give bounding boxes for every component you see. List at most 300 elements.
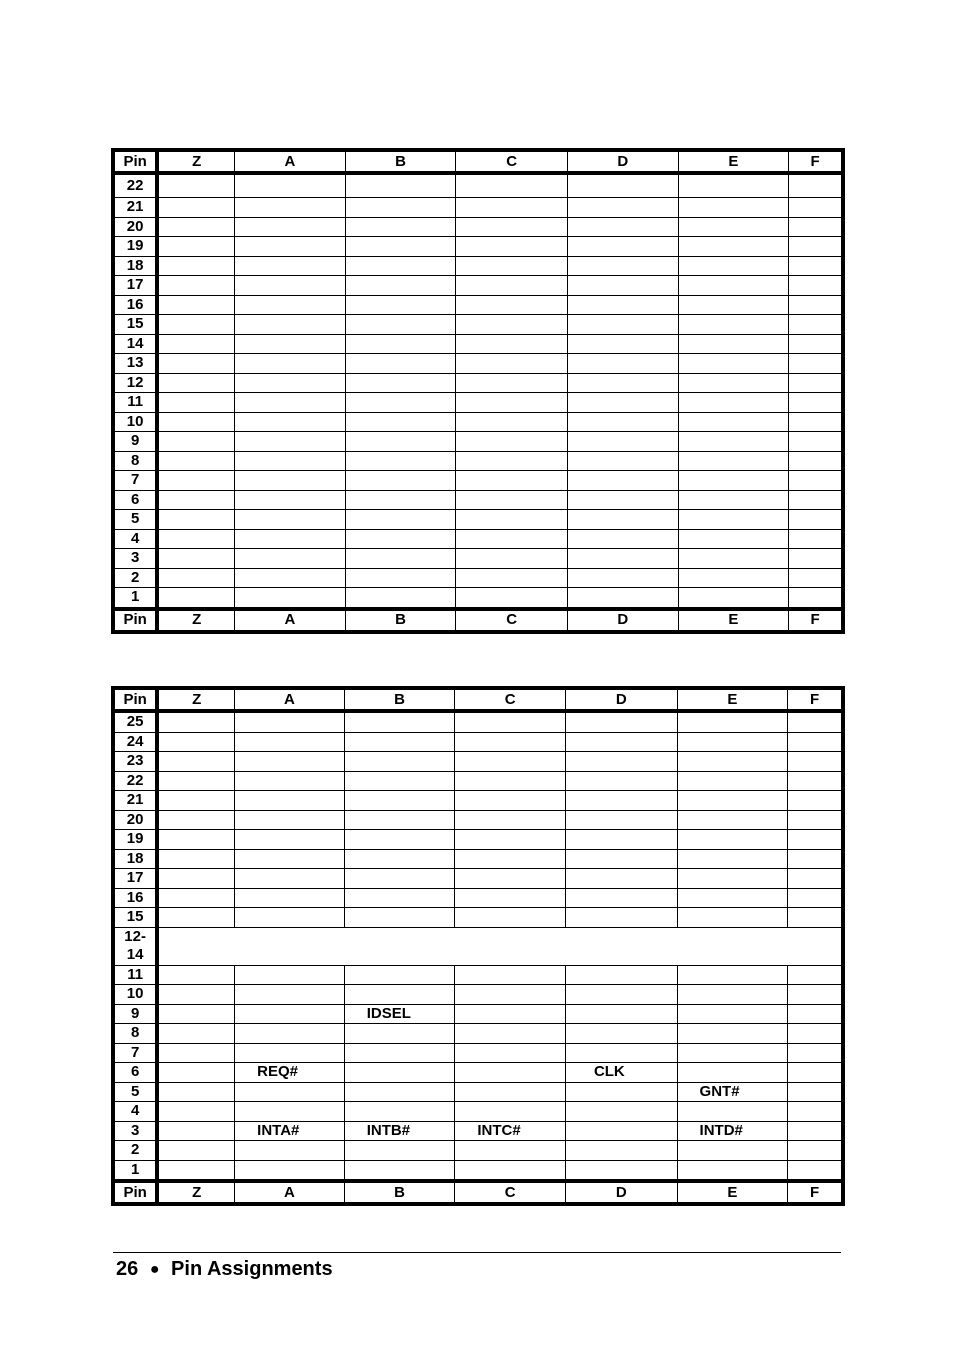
header-row <box>113 688 843 711</box>
signal-cell <box>567 198 678 218</box>
signal-cell <box>157 888 234 908</box>
signal-cell <box>788 771 843 791</box>
signal-cell <box>789 173 843 198</box>
signal-cell <box>789 529 843 549</box>
table-row <box>113 198 843 218</box>
signal-cell <box>235 1043 345 1063</box>
signal-cell <box>157 1063 234 1083</box>
signal-cell <box>455 985 566 1005</box>
signal-cell <box>345 490 456 510</box>
signal-cell <box>235 510 346 530</box>
pin-number: 13 <box>113 354 157 374</box>
signal-cell: INTD# <box>677 1121 788 1141</box>
signal-cell <box>235 1082 345 1102</box>
signal-cell <box>565 985 677 1005</box>
signal-cell <box>235 237 346 257</box>
signal-cell <box>455 1160 566 1181</box>
signal-cell <box>235 908 345 928</box>
table-row <box>113 908 843 928</box>
signal-cell <box>157 217 234 237</box>
signal-cell <box>567 529 678 549</box>
signal-cell <box>788 791 843 811</box>
signal-cell <box>789 295 843 315</box>
header-b: B <box>344 688 455 711</box>
pin-number: 10 <box>113 412 157 432</box>
signal-cell <box>344 1160 455 1181</box>
signal-cell <box>157 849 234 869</box>
signal-cell <box>678 432 789 452</box>
signal-cell <box>235 373 346 393</box>
signal-cell <box>235 588 346 609</box>
signal-cell <box>567 412 678 432</box>
table-row <box>113 173 843 198</box>
signal-cell <box>157 529 234 549</box>
signal-cell <box>456 373 568 393</box>
signal-cell <box>345 315 456 335</box>
signal-cell <box>235 471 346 491</box>
signal-cell <box>157 985 234 1005</box>
signal-cell <box>455 869 566 889</box>
table-row <box>113 334 843 354</box>
signal-cell <box>157 588 234 609</box>
signal-cell <box>678 173 789 198</box>
signal-cell <box>567 510 678 530</box>
signal-cell <box>456 412 568 432</box>
signal-cell <box>456 529 568 549</box>
signal-cell <box>456 237 568 257</box>
table-row <box>113 354 843 374</box>
footer-header-row <box>113 609 843 632</box>
table-row <box>113 1082 843 1102</box>
table-row <box>113 791 843 811</box>
signal-cell <box>677 732 788 752</box>
signal-cell <box>678 198 789 218</box>
signal-cell <box>455 849 566 869</box>
signal-cell <box>157 1082 234 1102</box>
signal-cell <box>788 965 843 985</box>
signal-cell <box>235 490 346 510</box>
signal-cell <box>678 588 789 609</box>
signal-cell <box>677 830 788 850</box>
signal-cell <box>345 568 456 588</box>
pin-number: 22 <box>113 173 157 198</box>
signal-cell <box>157 791 234 811</box>
signal-cell <box>345 432 456 452</box>
signal-cell <box>789 217 843 237</box>
pin-number: 5 <box>113 1082 157 1102</box>
header-f: F <box>789 150 843 173</box>
signal-cell <box>157 1141 234 1161</box>
header-d: D <box>565 688 677 711</box>
signal-cell <box>788 1102 843 1122</box>
signal-cell <box>789 315 843 335</box>
signal-cell <box>455 1004 566 1024</box>
signal-cell <box>565 1082 677 1102</box>
signal-cell <box>678 549 789 569</box>
pin-number: 10 <box>113 985 157 1005</box>
signal-cell <box>456 451 568 471</box>
signal-cell <box>678 295 789 315</box>
pin-number: 7 <box>113 1043 157 1063</box>
table-row <box>113 373 843 393</box>
footer-header-a: A <box>235 609 346 632</box>
signal-cell <box>788 732 843 752</box>
signal-cell <box>157 334 234 354</box>
signal-cell <box>344 830 455 850</box>
signal-cell <box>788 888 843 908</box>
signal-cell <box>157 237 234 257</box>
signal-cell <box>677 791 788 811</box>
signal-cell <box>567 568 678 588</box>
signal-cell <box>235 198 346 218</box>
pin-assignment-table-1 <box>111 148 845 634</box>
pin-number: 19 <box>113 237 157 257</box>
signal-cell <box>567 490 678 510</box>
table-row <box>113 237 843 257</box>
signal-cell <box>456 295 568 315</box>
signal-cell <box>789 549 843 569</box>
signal-cell <box>789 490 843 510</box>
signal-cell <box>788 830 843 850</box>
signal-cell <box>344 771 455 791</box>
signal-cell <box>565 908 677 928</box>
footer-header-d: D <box>567 609 678 632</box>
signal-cell <box>789 412 843 432</box>
signal-cell <box>235 869 345 889</box>
signal-cell <box>565 1121 677 1141</box>
signal-cell <box>788 752 843 772</box>
signal-cell <box>567 295 678 315</box>
signal-cell <box>565 965 677 985</box>
signal-cell <box>456 432 568 452</box>
signal-cell <box>565 791 677 811</box>
header-row <box>113 150 843 173</box>
signal-cell <box>235 1102 345 1122</box>
signal-cell <box>456 588 568 609</box>
signal-cell <box>677 888 788 908</box>
table-row <box>113 393 843 413</box>
signal-cell <box>235 276 346 296</box>
signal-cell <box>235 334 346 354</box>
signal-cell <box>235 217 346 237</box>
signal-cell <box>157 771 234 791</box>
pin-number: 11 <box>113 393 157 413</box>
pin-number: 3 <box>113 549 157 569</box>
table-row <box>113 568 843 588</box>
signal-cell <box>344 1063 455 1083</box>
pin-number: 4 <box>113 529 157 549</box>
table-row <box>113 711 843 732</box>
signal-cell <box>567 237 678 257</box>
signal-cell <box>344 752 455 772</box>
signal-cell <box>157 256 234 276</box>
header-pin: Pin <box>113 150 157 173</box>
signal-cell <box>677 1024 788 1044</box>
signal-cell <box>157 471 234 491</box>
signal-cell <box>677 752 788 772</box>
signal-cell <box>456 393 568 413</box>
signal-cell <box>157 490 234 510</box>
footer-header-a: A <box>235 1181 345 1204</box>
signal-cell <box>789 198 843 218</box>
signal-cell: CLK <box>565 1063 677 1083</box>
header-c: C <box>455 688 566 711</box>
signal-cell <box>456 256 568 276</box>
table-row <box>113 276 843 296</box>
pin-number: 5 <box>113 510 157 530</box>
signal-cell <box>345 588 456 609</box>
signal-cell <box>235 771 345 791</box>
table-row <box>113 217 843 237</box>
signal-cell <box>344 869 455 889</box>
signal-cell <box>565 771 677 791</box>
footer-header-b: B <box>344 1181 455 1204</box>
signal-cell <box>345 173 456 198</box>
signal-cell <box>678 471 789 491</box>
signal-cell <box>344 711 455 732</box>
pin-number: 21 <box>113 791 157 811</box>
table-row <box>113 869 843 889</box>
table-row-reserved <box>113 927 843 965</box>
signal-cell <box>235 393 346 413</box>
signal-cell <box>565 849 677 869</box>
signal-cell <box>567 334 678 354</box>
signal-cell <box>788 810 843 830</box>
header-c: C <box>456 150 568 173</box>
signal-cell <box>677 1102 788 1122</box>
signal-cell <box>565 830 677 850</box>
signal-cell <box>788 1043 843 1063</box>
header-e: E <box>678 150 789 173</box>
signal-cell <box>567 588 678 609</box>
pin-number: 18 <box>113 849 157 869</box>
table-row <box>113 810 843 830</box>
signal-cell <box>344 1102 455 1122</box>
signal-cell <box>678 451 789 471</box>
pin-number: 1 <box>113 588 157 609</box>
signal-cell <box>789 276 843 296</box>
signal-cell <box>456 549 568 569</box>
pin-number: 3 <box>113 1121 157 1141</box>
signal-cell <box>235 810 345 830</box>
table-row <box>113 529 843 549</box>
pin-number: 20 <box>113 217 157 237</box>
signal-cell <box>157 510 234 530</box>
signal-cell <box>157 173 234 198</box>
signal-cell <box>677 771 788 791</box>
table-row <box>113 830 843 850</box>
header-pin: Pin <box>113 688 157 711</box>
signal-cell <box>235 732 345 752</box>
signal-cell <box>678 237 789 257</box>
signal-cell <box>235 830 345 850</box>
footer-header-z: Z <box>157 609 234 632</box>
header-a: A <box>235 150 346 173</box>
signal-cell <box>345 295 456 315</box>
signal-cell <box>235 529 346 549</box>
pin-number: 21 <box>113 198 157 218</box>
signal-cell <box>455 1141 566 1161</box>
signal-cell <box>788 1004 843 1024</box>
signal-cell <box>789 393 843 413</box>
section-title: Pin Assignments <box>171 1258 333 1280</box>
table-row <box>113 849 843 869</box>
signal-cell <box>456 315 568 335</box>
signal-cell <box>677 1141 788 1161</box>
signal-cell <box>235 711 345 732</box>
header-z: Z <box>157 150 234 173</box>
signal-cell <box>677 1004 788 1024</box>
signal-cell: IDSEL <box>344 1004 455 1024</box>
signal-cell <box>157 1102 234 1122</box>
signal-cell <box>235 451 346 471</box>
signal-cell <box>345 256 456 276</box>
signal-cell <box>455 810 566 830</box>
signal-cell <box>157 908 234 928</box>
pin-number: 11 <box>113 965 157 985</box>
signal-cell <box>788 1063 843 1083</box>
signal-cell <box>157 711 234 732</box>
signal-cell <box>345 354 456 374</box>
signal-cell <box>677 1043 788 1063</box>
footer-header-row <box>113 1181 843 1204</box>
signal-cell <box>565 711 677 732</box>
signal-cell <box>678 217 789 237</box>
page-number: 26 <box>116 1258 139 1280</box>
signal-cell <box>344 1141 455 1161</box>
signal-cell <box>456 334 568 354</box>
signal-cell <box>567 451 678 471</box>
signal-cell <box>235 1004 345 1024</box>
signal-cell: GNT# <box>677 1082 788 1102</box>
signal-cell <box>789 451 843 471</box>
signal-cell <box>157 1160 234 1181</box>
signal-cell: INTB# <box>344 1121 455 1141</box>
pin-assignment-table-2 <box>111 686 845 1206</box>
signal-cell <box>565 752 677 772</box>
signal-cell <box>678 568 789 588</box>
signal-cell <box>455 791 566 811</box>
pin-number: 8 <box>113 451 157 471</box>
signal-cell: INTC# <box>455 1121 566 1141</box>
signal-cell <box>344 888 455 908</box>
footer-header-c: C <box>455 1181 566 1204</box>
signal-cell <box>455 752 566 772</box>
table-row <box>113 732 843 752</box>
pin-number: 18 <box>113 256 157 276</box>
signal-cell <box>455 1082 566 1102</box>
pin-number: 7 <box>113 471 157 491</box>
signal-cell <box>677 985 788 1005</box>
header-b: B <box>345 150 456 173</box>
table-row <box>113 888 843 908</box>
signal-cell <box>677 869 788 889</box>
table-row <box>113 1102 843 1122</box>
signal-cell <box>157 393 234 413</box>
signal-cell <box>235 315 346 335</box>
signal-cell <box>788 1141 843 1161</box>
signal-cell <box>157 549 234 569</box>
signal-cell <box>344 810 455 830</box>
signal-cell <box>345 237 456 257</box>
signal-cell <box>456 198 568 218</box>
signal-cell <box>565 1043 677 1063</box>
footer-header-b: B <box>345 609 456 632</box>
signal-cell <box>678 256 789 276</box>
signal-cell <box>344 908 455 928</box>
signal-cell <box>157 373 234 393</box>
signal-cell <box>567 217 678 237</box>
signal-cell <box>235 432 346 452</box>
table-row <box>113 965 843 985</box>
signal-cell <box>788 1024 843 1044</box>
footer-header-z: Z <box>157 1181 234 1204</box>
signal-cell <box>157 451 234 471</box>
signal-cell <box>235 965 345 985</box>
table-row <box>113 295 843 315</box>
signal-cell <box>235 1024 345 1044</box>
signal-cell <box>344 1024 455 1044</box>
signal-cell <box>567 549 678 569</box>
signal-cell <box>344 732 455 752</box>
header-a: A <box>235 688 345 711</box>
signal-cell <box>157 1043 234 1063</box>
footer-header-f: F <box>788 1181 843 1204</box>
signal-cell <box>235 354 346 374</box>
pin-number: 17 <box>113 869 157 889</box>
pin-number: 9 <box>113 432 157 452</box>
table-row <box>113 490 843 510</box>
signal-cell <box>678 334 789 354</box>
signal-cell <box>789 432 843 452</box>
footer-rule <box>113 1252 841 1253</box>
signal-cell <box>565 732 677 752</box>
signal-cell <box>235 568 346 588</box>
pin-number: 14 <box>113 334 157 354</box>
signal-cell <box>157 810 234 830</box>
signal-cell <box>157 732 234 752</box>
signal-cell <box>565 1004 677 1024</box>
signal-cell <box>344 849 455 869</box>
signal-cell <box>235 173 346 198</box>
header-z: Z <box>157 688 234 711</box>
signal-cell <box>789 568 843 588</box>
signal-cell <box>565 1102 677 1122</box>
signal-cell <box>345 373 456 393</box>
signal-cell <box>157 198 234 218</box>
signal-cell <box>788 711 843 732</box>
pin-number: 17 <box>113 276 157 296</box>
table-row <box>113 771 843 791</box>
signal-cell <box>789 588 843 609</box>
table-row <box>113 315 843 335</box>
signal-cell <box>456 173 568 198</box>
signal-cell <box>345 217 456 237</box>
table-row <box>113 510 843 530</box>
footer-header-f: F <box>789 609 843 632</box>
pin-number: 8 <box>113 1024 157 1044</box>
table-row <box>113 1024 843 1044</box>
signal-cell <box>235 295 346 315</box>
signal-cell <box>789 334 843 354</box>
pin-number: 2 <box>113 568 157 588</box>
signal-cell <box>678 393 789 413</box>
signal-cell <box>157 412 234 432</box>
table-row <box>113 412 843 432</box>
signal-cell <box>157 354 234 374</box>
signal-cell <box>678 529 789 549</box>
header-d: D <box>567 150 678 173</box>
